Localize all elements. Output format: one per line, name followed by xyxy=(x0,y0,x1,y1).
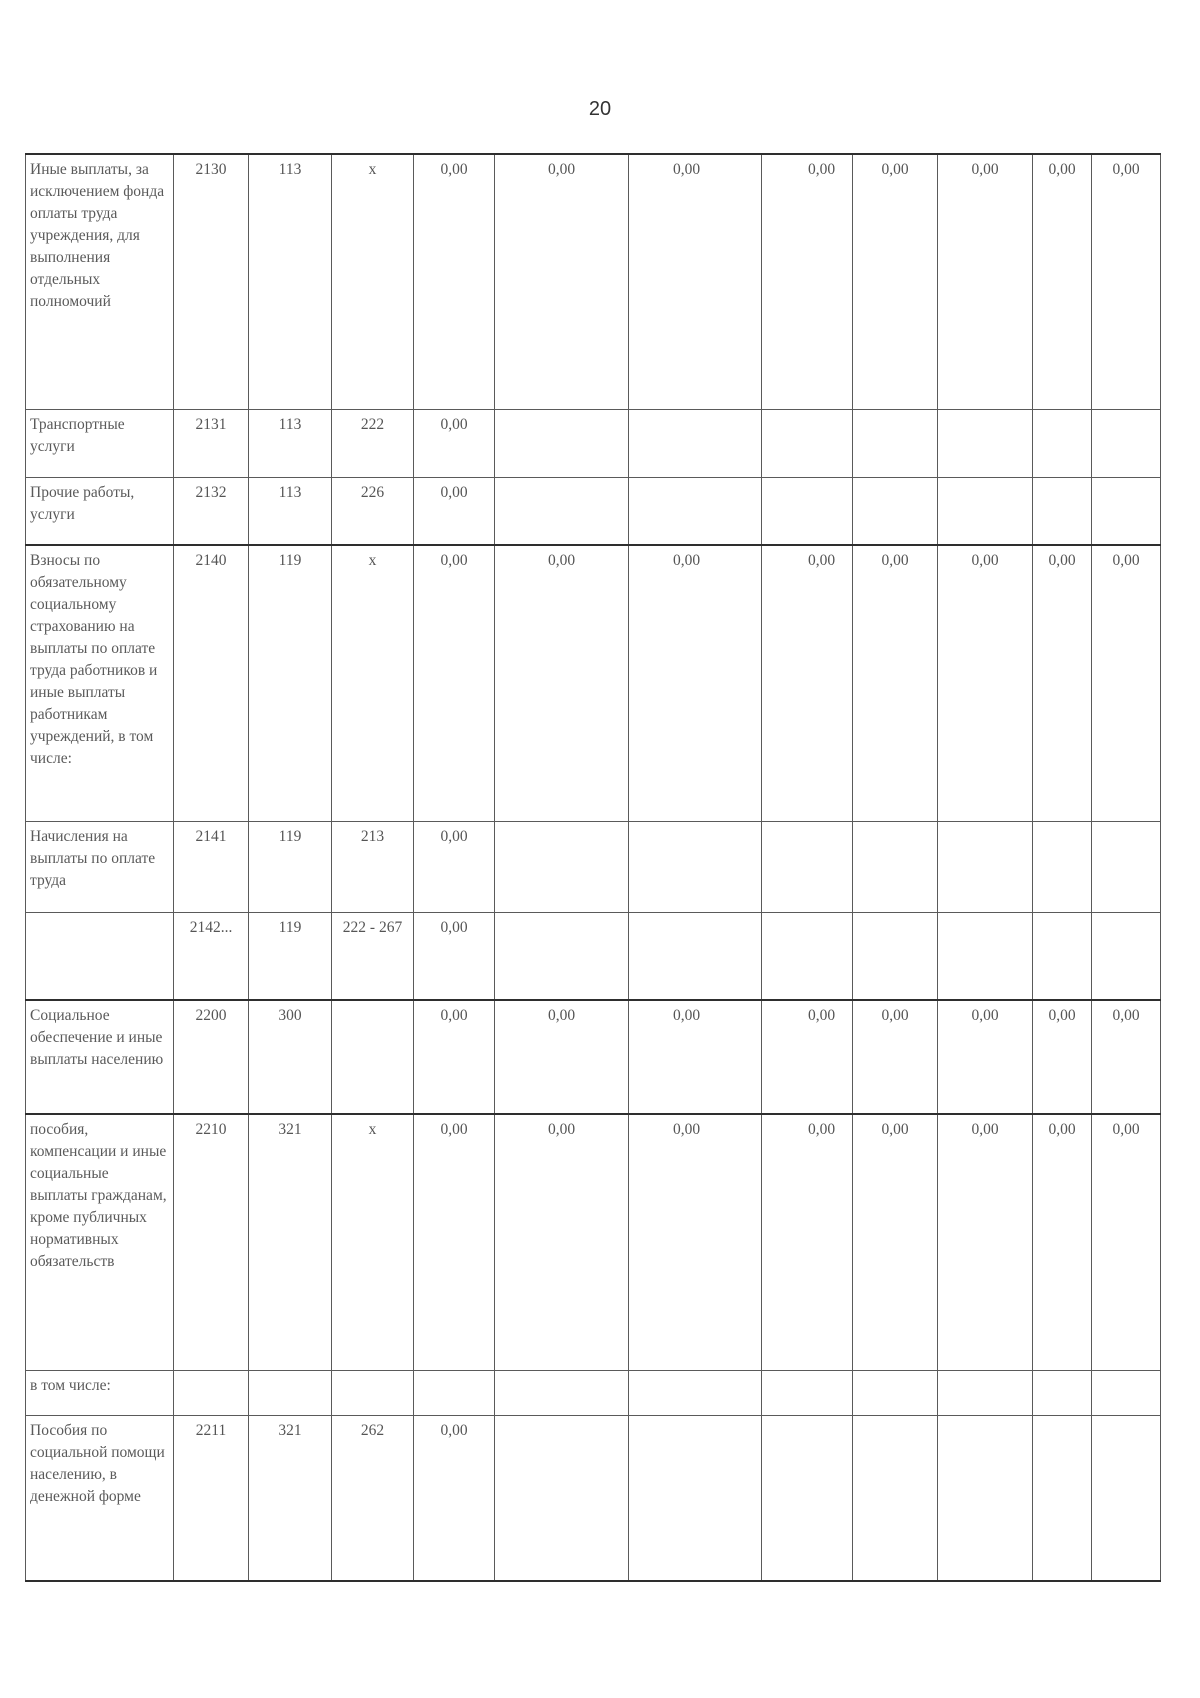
table-row xyxy=(26,477,1161,545)
value-cell: 0,00 xyxy=(853,154,938,409)
value-cell xyxy=(1033,409,1092,477)
value-cell: 0,00 xyxy=(1033,1000,1092,1114)
page-number: 20 xyxy=(588,98,612,120)
value-cell xyxy=(853,1370,938,1415)
value-cell xyxy=(629,912,762,1000)
row-label: Пособия по социальной помощи населению, в денежной форме xyxy=(26,1415,174,1581)
value-cell: 0,00 xyxy=(495,1114,629,1370)
value-cell xyxy=(1033,1415,1092,1581)
kosgu-code: 226 xyxy=(332,477,414,545)
value-cell: 0,00 xyxy=(414,409,495,477)
value-cell: 0,00 xyxy=(495,1000,629,1114)
value-cell xyxy=(853,1415,938,1581)
value-cell xyxy=(1033,821,1092,912)
value-cell: 0,00 xyxy=(1033,545,1092,821)
value-cell: 0,00 xyxy=(853,1114,938,1370)
value-cell xyxy=(938,912,1033,1000)
classification-code xyxy=(249,1370,332,1415)
value-cell xyxy=(414,1370,495,1415)
row-label: Социальное обеспечение и иные выплаты населению xyxy=(26,1000,174,1114)
budget-table xyxy=(25,153,1161,1582)
value-cell xyxy=(629,1415,762,1581)
value-cell xyxy=(762,821,853,912)
line-code xyxy=(174,1370,249,1415)
value-cell: 0,00 xyxy=(1033,1114,1092,1370)
classification-code: 119 xyxy=(249,545,332,821)
value-cell: 0,00 xyxy=(414,154,495,409)
table-row xyxy=(26,545,1161,821)
kosgu-code xyxy=(332,1370,414,1415)
line-code: 2140 xyxy=(174,545,249,821)
value-cell: 0,00 xyxy=(1092,154,1161,409)
value-cell xyxy=(762,912,853,1000)
value-cell: 0,00 xyxy=(414,821,495,912)
value-cell xyxy=(495,477,629,545)
kosgu-code: 213 xyxy=(332,821,414,912)
value-cell xyxy=(938,477,1033,545)
row-label: Транспортные услуги xyxy=(26,409,174,477)
value-cell xyxy=(629,409,762,477)
value-cell: 0,00 xyxy=(762,1000,853,1114)
table-row xyxy=(26,1000,1161,1114)
kosgu-code: 222 - 267 xyxy=(332,912,414,1000)
value-cell: 0,00 xyxy=(629,154,762,409)
value-cell xyxy=(495,409,629,477)
value-cell xyxy=(938,1415,1033,1581)
value-cell xyxy=(1033,912,1092,1000)
value-cell xyxy=(853,912,938,1000)
line-code: 2210 xyxy=(174,1114,249,1370)
table-row xyxy=(26,1370,1161,1415)
kosgu-code: х xyxy=(332,154,414,409)
value-cell xyxy=(938,1370,1033,1415)
value-cell: 0,00 xyxy=(938,1000,1033,1114)
value-cell: 0,00 xyxy=(1092,1114,1161,1370)
value-cell: 0,00 xyxy=(1092,545,1161,821)
value-cell: 0,00 xyxy=(414,545,495,821)
line-code: 2130 xyxy=(174,154,249,409)
classification-code: 113 xyxy=(249,154,332,409)
value-cell xyxy=(1092,1415,1161,1581)
value-cell xyxy=(762,1370,853,1415)
line-code: 2141 xyxy=(174,821,249,912)
row-label: пособия, компенсации и иные социальные выплаты гражданам, кроме публичных нормативных обязательств xyxy=(26,1114,174,1370)
line-code: 2132 xyxy=(174,477,249,545)
table-row xyxy=(26,1415,1161,1581)
value-cell: 0,00 xyxy=(414,912,495,1000)
value-cell: 0,00 xyxy=(495,545,629,821)
row-label: Прочие работы, услуги xyxy=(26,477,174,545)
classification-code: 300 xyxy=(249,1000,332,1114)
value-cell xyxy=(495,821,629,912)
value-cell xyxy=(853,409,938,477)
value-cell xyxy=(1092,912,1161,1000)
value-cell: 0,00 xyxy=(1092,1000,1161,1114)
kosgu-code: 222 xyxy=(332,409,414,477)
value-cell xyxy=(762,409,853,477)
value-cell: 0,00 xyxy=(938,1114,1033,1370)
value-cell: 0,00 xyxy=(414,1000,495,1114)
value-cell xyxy=(938,821,1033,912)
value-cell xyxy=(1092,409,1161,477)
line-code: 2211 xyxy=(174,1415,249,1581)
table-row xyxy=(26,154,1161,409)
line-code: 2142... xyxy=(174,912,249,1000)
value-cell: 0,00 xyxy=(1033,154,1092,409)
classification-code: 119 xyxy=(249,912,332,1000)
line-code: 2200 xyxy=(174,1000,249,1114)
value-cell: 0,00 xyxy=(853,545,938,821)
kosgu-code: 262 xyxy=(332,1415,414,1581)
value-cell: 0,00 xyxy=(414,477,495,545)
value-cell: 0,00 xyxy=(762,154,853,409)
table-row xyxy=(26,912,1161,1000)
value-cell: 0,00 xyxy=(629,1000,762,1114)
line-code: 2131 xyxy=(174,409,249,477)
classification-code: 113 xyxy=(249,477,332,545)
value-cell xyxy=(629,477,762,545)
table-row xyxy=(26,1114,1161,1370)
row-label xyxy=(26,912,174,1000)
table-row xyxy=(26,409,1161,477)
value-cell xyxy=(1092,821,1161,912)
value-cell xyxy=(629,821,762,912)
value-cell xyxy=(938,409,1033,477)
classification-code: 321 xyxy=(249,1415,332,1581)
value-cell xyxy=(853,821,938,912)
value-cell xyxy=(629,1370,762,1415)
classification-code: 321 xyxy=(249,1114,332,1370)
value-cell: 0,00 xyxy=(495,154,629,409)
value-cell xyxy=(762,477,853,545)
kosgu-code: х xyxy=(332,1114,414,1370)
value-cell xyxy=(853,477,938,545)
table-row xyxy=(26,821,1161,912)
row-label: в том числе: xyxy=(26,1370,174,1415)
value-cell: 0,00 xyxy=(629,1114,762,1370)
value-cell: 0,00 xyxy=(938,154,1033,409)
value-cell xyxy=(1033,477,1092,545)
value-cell xyxy=(762,1415,853,1581)
value-cell xyxy=(495,912,629,1000)
value-cell: 0,00 xyxy=(629,545,762,821)
value-cell: 0,00 xyxy=(762,1114,853,1370)
value-cell: 0,00 xyxy=(414,1415,495,1581)
kosgu-code xyxy=(332,1000,414,1114)
classification-code: 113 xyxy=(249,409,332,477)
value-cell: 0,00 xyxy=(938,545,1033,821)
value-cell xyxy=(495,1415,629,1581)
value-cell: 0,00 xyxy=(762,545,853,821)
value-cell: 0,00 xyxy=(853,1000,938,1114)
row-label: Начисления на выплаты по оплате труда xyxy=(26,821,174,912)
value-cell: 0,00 xyxy=(414,1114,495,1370)
row-label: Взносы по обязательному социальному страхованию на выплаты по оплате труда работников и иные выплаты работникам учреждений, в том числе: xyxy=(26,545,174,821)
value-cell xyxy=(495,1370,629,1415)
kosgu-code: х xyxy=(332,545,414,821)
value-cell xyxy=(1092,1370,1161,1415)
value-cell xyxy=(1092,477,1161,545)
row-label: Иные выплаты, за исключением фонда оплаты труда учреждения, для выполнения отдельных полномочий xyxy=(26,154,174,409)
classification-code: 119 xyxy=(249,821,332,912)
value-cell xyxy=(1033,1370,1092,1415)
